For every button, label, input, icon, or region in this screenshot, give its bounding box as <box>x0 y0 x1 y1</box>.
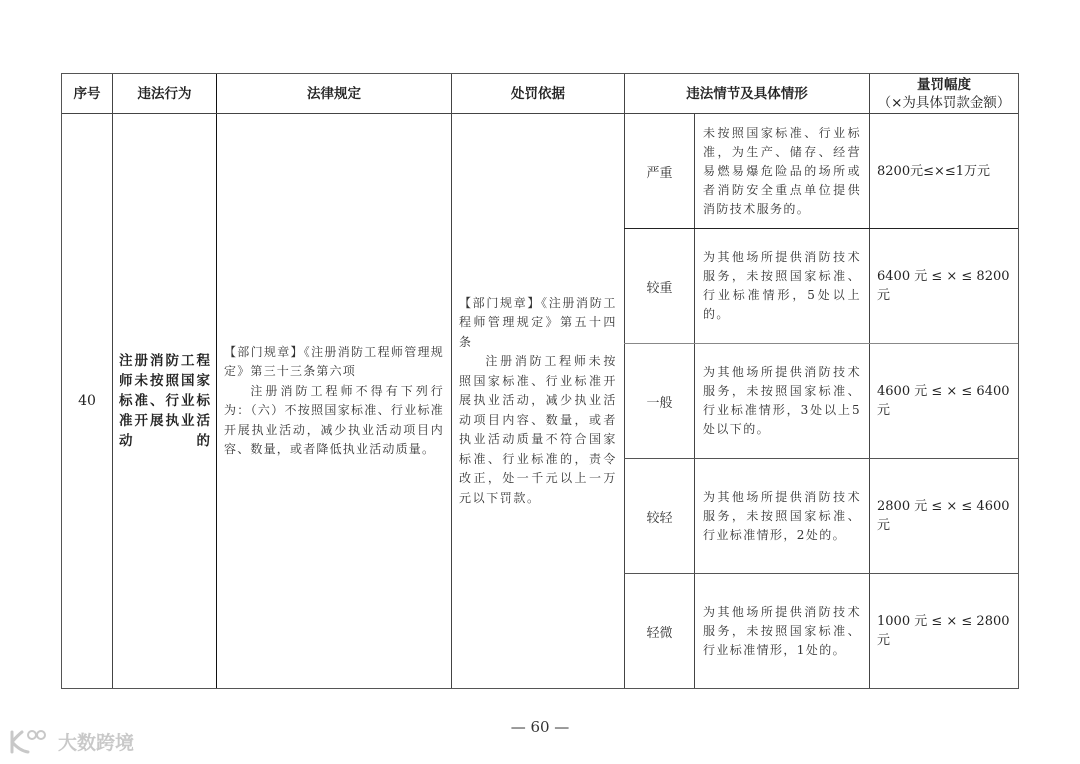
watermark <box>8 728 134 755</box>
law-body: 注册消防工程师不得有下列行为：（六）不按照国家标准、行业标准开展执业活动，减少执业活动项目内容、数量，或者降低执业活动质量。 <box>224 383 444 456</box>
law-title: 【部门规章】《注册消防工程师管理规定》第三十三条第六项 <box>224 344 444 378</box>
header-basis: 处罚依据 <box>511 85 565 102</box>
watermark-text: 大数跨境 <box>58 732 135 754</box>
level-amount: 1000 元 ≤ × ≤ 2800 元 <box>877 614 1010 648</box>
header-circumstances: 违法情节及具体情形 <box>686 85 808 102</box>
level-description: 未按照国家标准、行业标准，为生产、储存、经营易燃易爆危险品的场所或者消防安全重点单位提供消防技术服务的。 <box>703 125 861 216</box>
level-label: 严重 <box>646 165 673 181</box>
page-number: — 60 — <box>510 718 570 736</box>
row-behavior-cell <box>113 114 216 688</box>
level-amount: 2800 元 ≤ × ≤ 4600 元 <box>877 499 1010 533</box>
basis-body: 注册消防工程师未按照国家标准、行业标准开展执业活动，减少执业活动项目内容、数量，或者执业活动质量不符合国家标准、行业标准的，责令改正，处一千元以上一万元以下罚款。 <box>459 354 617 505</box>
header-behavior: 违法行为 <box>137 85 192 102</box>
row-behavior: 注册消防工程师未按照国家标准、行业标准开展执业活动的 <box>119 353 210 449</box>
kooo-logo-icon <box>8 729 52 755</box>
row-basis-cell <box>452 114 624 688</box>
header-range <box>870 74 1018 113</box>
level-description: 为其他场所提供消防技术服务，未按照国家标准、行业标准情形，3处以上5处以下的。 <box>703 365 861 436</box>
level-amount: 4600 元 ≤ × ≤ 6400 元 <box>877 384 1010 418</box>
row-law <box>217 343 451 460</box>
row-law-cell <box>217 114 451 688</box>
level-label: 较重 <box>646 280 673 296</box>
header-range-line1: 量罚幅度 <box>917 76 971 93</box>
level-label: 较轻 <box>646 510 673 526</box>
level-description: 为其他场所提供消防技术服务，未按照国家标准、行业标准情形，5处以上的。 <box>703 250 861 321</box>
header-law: 法律规定 <box>307 85 361 102</box>
basis-title: 【部门规章】《注册消防工程师管理规定》第五十四条 <box>459 295 617 349</box>
header-range-line2: （×为具体罚款金额） <box>877 94 1011 111</box>
row-basis <box>452 294 624 509</box>
level-label: 轻微 <box>646 625 673 641</box>
level-amount: 8200元≤×≤1万元 <box>877 163 991 179</box>
row-seq: 40 <box>78 393 96 409</box>
penalty-table <box>61 73 1019 689</box>
level-description: 为其他场所提供消防技术服务，未按照国家标准、行业标准情形，1处的。 <box>703 604 861 657</box>
level-label: 一般 <box>646 395 673 411</box>
level-description: 为其他场所提供消防技术服务，未按照国家标准、行业标准情形，2处的。 <box>703 489 861 542</box>
level-amount: 6400 元 ≤ × ≤ 8200 元 <box>877 269 1010 303</box>
header-seq: 序号 <box>73 85 101 102</box>
